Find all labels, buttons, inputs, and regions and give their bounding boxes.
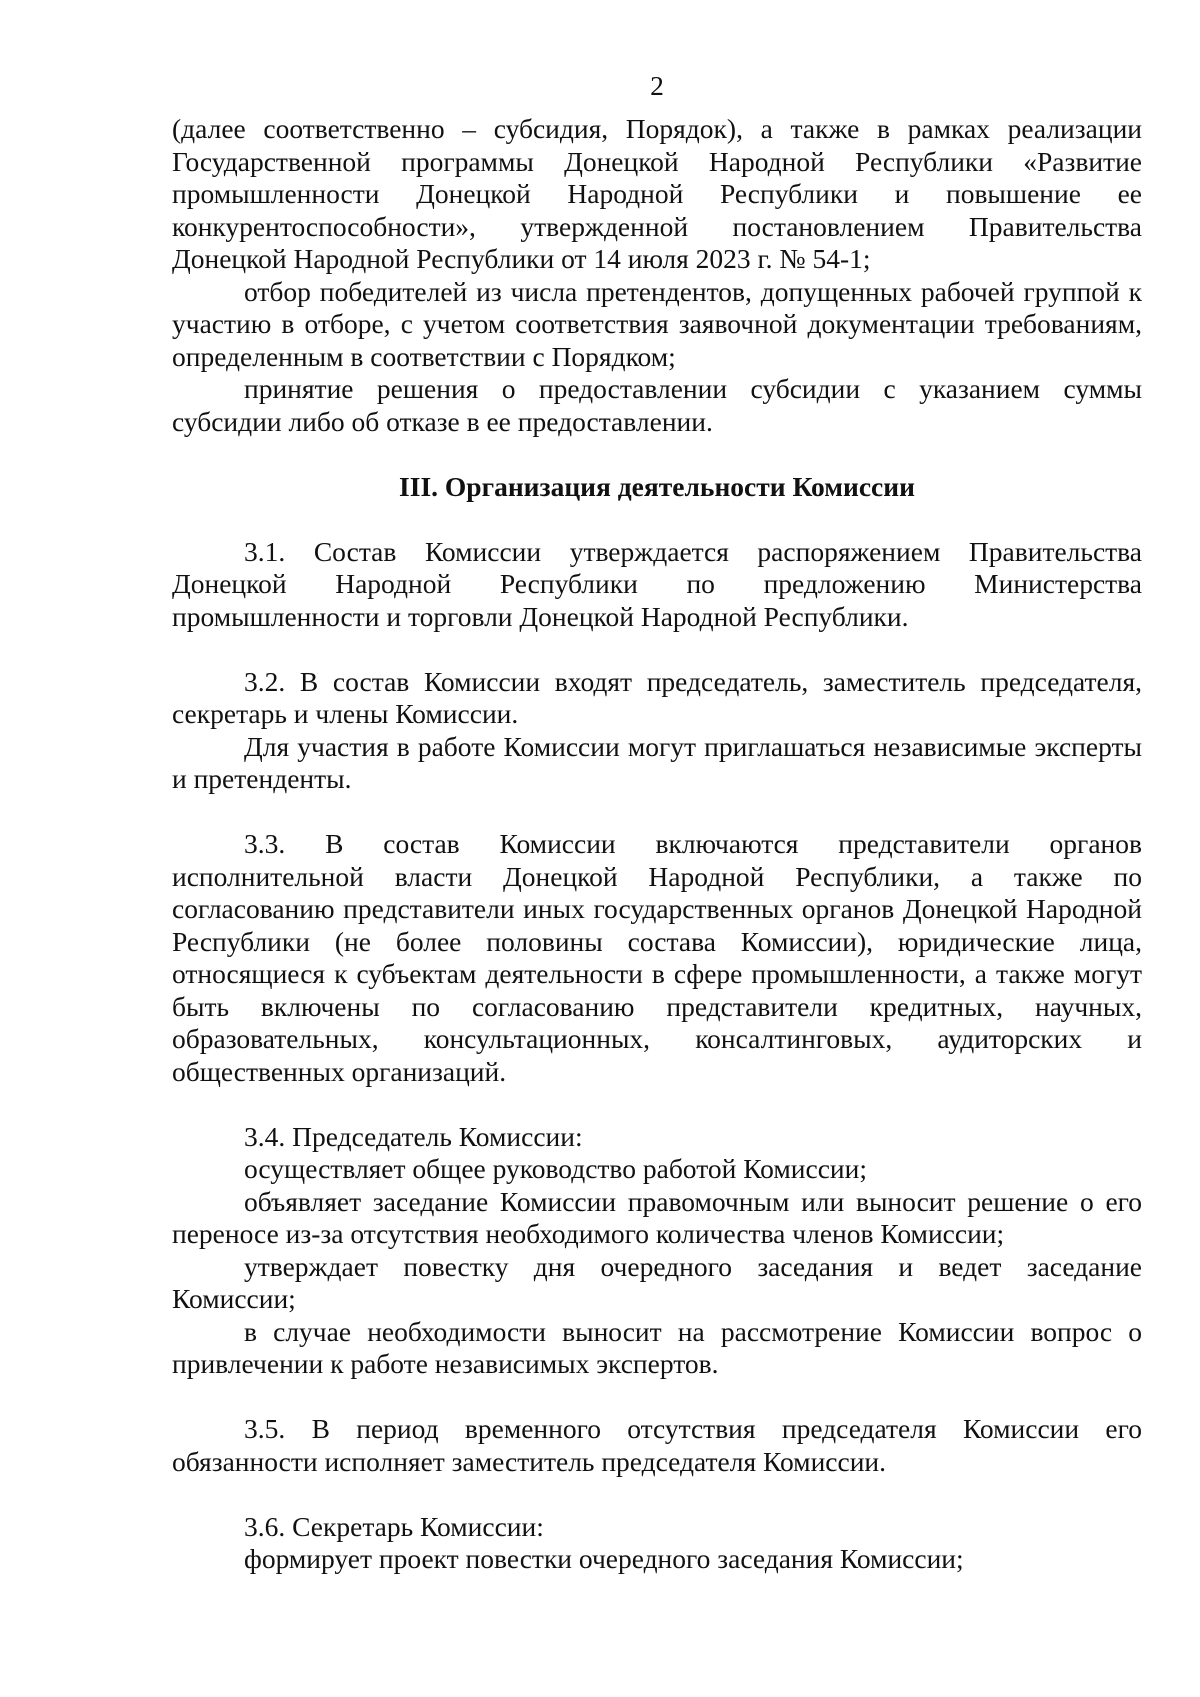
page-number: 2 (650, 70, 664, 101)
spacer (172, 1088, 1142, 1121)
clause-3-3: 3.3. В состав Комиссии включаются представители органов исполнительной власти Донецкой Народной Республики, а также по согласованию представители иных государственных органов Донецкой Народной Республики (не более половины состава Комиссии), юридические лица, относящиеся к субъектам деятельности в сфере промышленности, а также могут быть включены по согласованию представители кредитных, научных, образовательных, консультационных, консалтинговых, аудиторских и общественных организаций. (172, 828, 1142, 1087)
clause-3-5: 3.5. В период временного отсутствия председателя Комиссии его обязанности исполняет заместитель председателя Комиссии. (172, 1413, 1142, 1477)
document-body (172, 113, 1142, 1576)
clause-3-2: 3.2. В состав Комиссии входят председатель, заместитель председателя, секретарь и члены Комиссии. (172, 665, 1142, 729)
spacer (172, 633, 1142, 666)
clause-3-4-item-2: объявляет заседание Комиссии правомочным или выносит решение о его переносе из-за отсутствия необходимого количества членов Комиссии; (172, 1185, 1142, 1249)
spacer (172, 1381, 1142, 1414)
spacer (172, 796, 1142, 829)
clause-3-1: 3.1. Состав Комиссии утверждается распоряжением Правительства Донецкой Народной Республики по предложению Министерства промышленности и торговли Донецкой Народной Республики. (172, 535, 1142, 632)
paragraph-selection-of-winners: отбор победителей из числа претендентов, допущенных рабочей группой к участию в отборе, с учетом соответствия заявочной документации требованиям, определенным в соответствии с Порядком; (172, 275, 1142, 372)
clause-3-4-item-4: в случае необходимости выносит на рассмотрение Комиссии вопрос о привлечении к работе независимых экспертов. (172, 1315, 1142, 1379)
clause-3-6-item-1: формирует проект повестки очередного заседания Комиссии; (244, 1543, 964, 1574)
spacer (172, 1478, 1142, 1511)
clause-3-6: 3.6. Секретарь Комиссии: (244, 1510, 544, 1542)
paragraph-subsidy-decision: принятие решения о предоставлении субсидии с указанием суммы субсидии либо об отказе в ее предоставлении. (172, 373, 1142, 437)
clause-3-4-item-1: осуществляет общее руководство работой Комиссии; (244, 1153, 867, 1184)
spacer (172, 438, 1142, 471)
clause-3-4: 3.4. Председатель Комиссии: (244, 1120, 583, 1152)
clause-3-4-item-3: утверждает повестку дня очередного заседания и ведет заседание Комиссии; (172, 1250, 1142, 1314)
section-heading: III. Организация деятельности Комиссии (399, 470, 915, 502)
clause-3-2-experts: Для участия в работе Комиссии могут приглашаться независимые эксперты и претенденты. (172, 730, 1142, 794)
spacer (172, 503, 1142, 536)
paragraph-continuation: (далее соответственно – субсидия, Порядок), а также в рамках реализации Государственной программы Донецкой Народной Республики «Развитие промышленности Донецкой Народной Республики и повышение ее конкурентоспособности», утвержденной постановлением Правительства Донецкой Народной Республики от 14 июля 2023 г. № 54-1; (172, 113, 1142, 274)
